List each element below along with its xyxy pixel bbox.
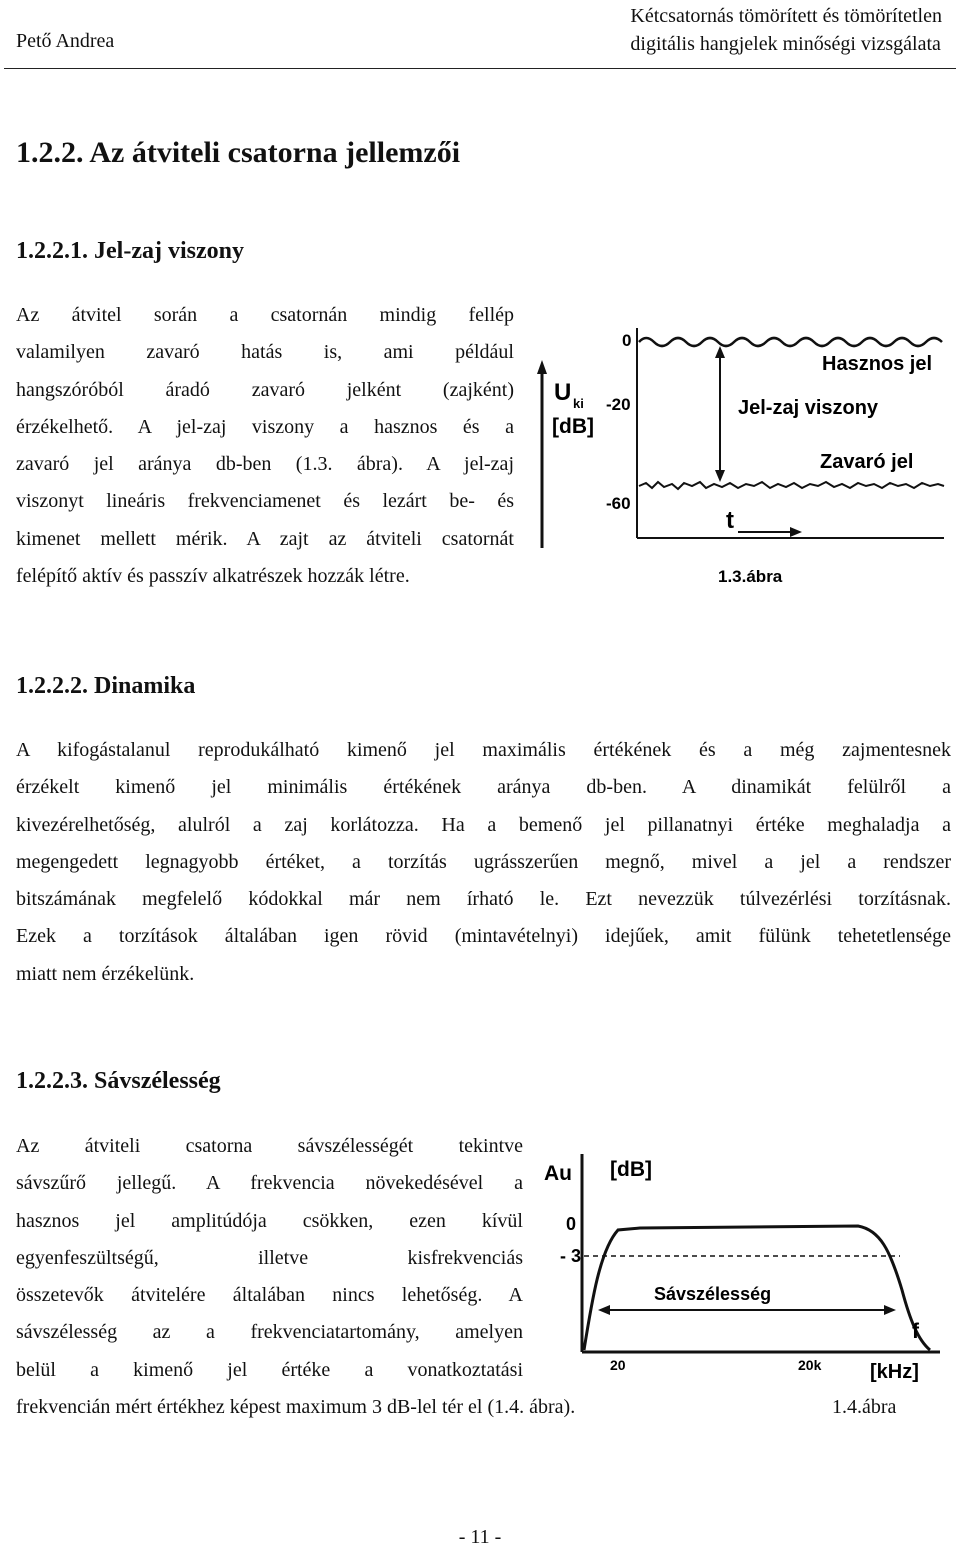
- section-heading: 1.2.2. Az átviteli csatorna jellemzői: [16, 136, 461, 169]
- bandwidth-paragraph: [16, 1128, 523, 1389]
- snr-arrow-head-top: [715, 346, 725, 358]
- bandwidth-label: Sávszélesség: [654, 1284, 772, 1304]
- x-tick-20k: 20k: [798, 1357, 822, 1373]
- tick-label-0: 0: [622, 331, 632, 350]
- noise-signal: [639, 482, 944, 489]
- bandwidth-line: sávszélesség az a frekvenciatartomány, amelyen: [16, 1321, 523, 1344]
- header-title-line2: digitális hangjelek minőségi vizsgálata: [630, 33, 941, 55]
- tick-label-0: 0: [566, 1214, 577, 1234]
- snr-line: valamilyen zavaró hatás is, ami például: [16, 341, 514, 364]
- header-author: Pető Andrea: [16, 30, 115, 52]
- snr-line: viszonyt lineáris frekvenciamenet és lezárt be- és: [16, 490, 514, 513]
- snr-heading: 1.2.2.1. Jel-zaj viszony: [16, 238, 244, 264]
- bandwidth-line: hasznos jel amplitúdója csökken, ezen kívül: [16, 1209, 523, 1232]
- noise-label: Zavaró jel: [820, 451, 914, 473]
- snr-line: Az átvitel során a csatornán mindig fellép: [16, 304, 514, 326]
- x-symbol: f: [912, 1320, 919, 1343]
- y-unit: [dB]: [552, 415, 594, 438]
- y-unit: [dB]: [610, 1158, 652, 1181]
- snr-label: Jel-zaj viszony: [738, 397, 879, 419]
- bandwidth-line: belül a kimenő jel értéke a vonatkoztatási: [16, 1358, 523, 1381]
- y-symbol: Au: [544, 1162, 572, 1185]
- x-tick-20: 20: [610, 1357, 626, 1373]
- time-arrow-head: [790, 527, 802, 537]
- dynamics-line: kivezérelhetőség, alulról a zaj korlátozza. Ha a bemenő jel pillanatnyi értéke meghaladja a: [16, 813, 951, 836]
- useful-signal-wave: [639, 338, 942, 346]
- useful-signal-label: Hasznos jel: [822, 353, 933, 375]
- figure14-caption: 1.4.ábra: [832, 1396, 897, 1418]
- bandwidth-heading: 1.2.2.3. Sávszélesség: [16, 1068, 221, 1094]
- dynamics-line: bitszámának megfelelő kódokkal már nem írható le. Ezt nevezzük túlvezérlési torzításnak.: [16, 888, 951, 911]
- snr-line: hangszóróból áradó zavaró jelként (zajként): [16, 378, 514, 401]
- page-number: - 11 -: [458, 1526, 502, 1548]
- dynamics-line: Ezek a torzítások általában igen rövid (mintavételnyi) idejűek, amit fülünk tehetetlensége: [16, 925, 951, 948]
- bandwidth-figure: [540, 1140, 952, 1390]
- y-subscript: ki: [573, 396, 584, 411]
- dynamics-paragraph: [16, 732, 951, 993]
- dynamics-line: érzékelt kimenő jel minimális értékének aránya db-ben. A dinamikát felülről a: [16, 776, 951, 799]
- header-rule: [4, 68, 956, 69]
- snr-paragraph: [16, 297, 514, 595]
- bandwidth-line: Az átviteli csatorna sávszélességét tekintve: [16, 1135, 523, 1157]
- bandwidth-line-last: frekvencián mért értékhez képest maximum 3 dB-lel tér el (1.4. ábra).: [16, 1396, 576, 1418]
- x-label-t: t: [726, 507, 734, 534]
- snr-line: érzékelhető. A jel-zaj viszony a hasznos és a: [16, 415, 514, 438]
- snr-line: zavaró jel aránya db-ben (1.3. ábra). A jel-zaj: [16, 453, 514, 476]
- bandwidth-line: sávszűrő jellegű. A frekvencia növekedésével a: [16, 1172, 523, 1195]
- tick-label-minus-60: -60: [606, 494, 631, 513]
- dynamics-line-last: miatt nem érzékelünk.: [16, 962, 195, 985]
- bandwidth-arrow-head-left: [598, 1305, 610, 1315]
- tick-label-minus-3: - 3: [560, 1246, 582, 1266]
- header-title-line1: Kétcsatornás tömörített és tömörítetlen: [630, 5, 942, 27]
- bandwidth-arrow-head-right: [884, 1305, 896, 1315]
- dynamics-line: A kifogástalanul reprodukálható kimenő jel maximális értékének és a még zajmentesnek: [16, 739, 951, 761]
- x-unit: [kHz]: [870, 1361, 919, 1383]
- tick-label-minus-20: -20: [606, 395, 631, 414]
- snr-figure: [534, 298, 950, 594]
- dynamics-heading: 1.2.2.2. Dinamika: [16, 673, 196, 699]
- figure13-caption: 1.3.ábra: [718, 567, 783, 586]
- snr-arrow-head-bottom: [715, 470, 725, 482]
- bandwidth-line: összetevők átvitelére általában nincs lehetőség. A: [16, 1284, 523, 1307]
- y-symbol: U: [554, 379, 572, 406]
- bandwidth-line: egyenfeszültségű, illetve kisfrekvenciás: [16, 1246, 523, 1269]
- header-title: [630, 2, 942, 58]
- snr-line: kimenet mellett mérik. A zajt az átviteli csatornát: [16, 527, 514, 550]
- snr-line-last: felépítő aktív és passzív alkatrészek hozzák létre.: [16, 565, 410, 588]
- dynamics-line: megengedett legnagyobb értéket, a torzítás ugrásszerűen megnő, mivel a jel a rendszer: [16, 850, 951, 873]
- y-axis-arrow: [537, 360, 547, 374]
